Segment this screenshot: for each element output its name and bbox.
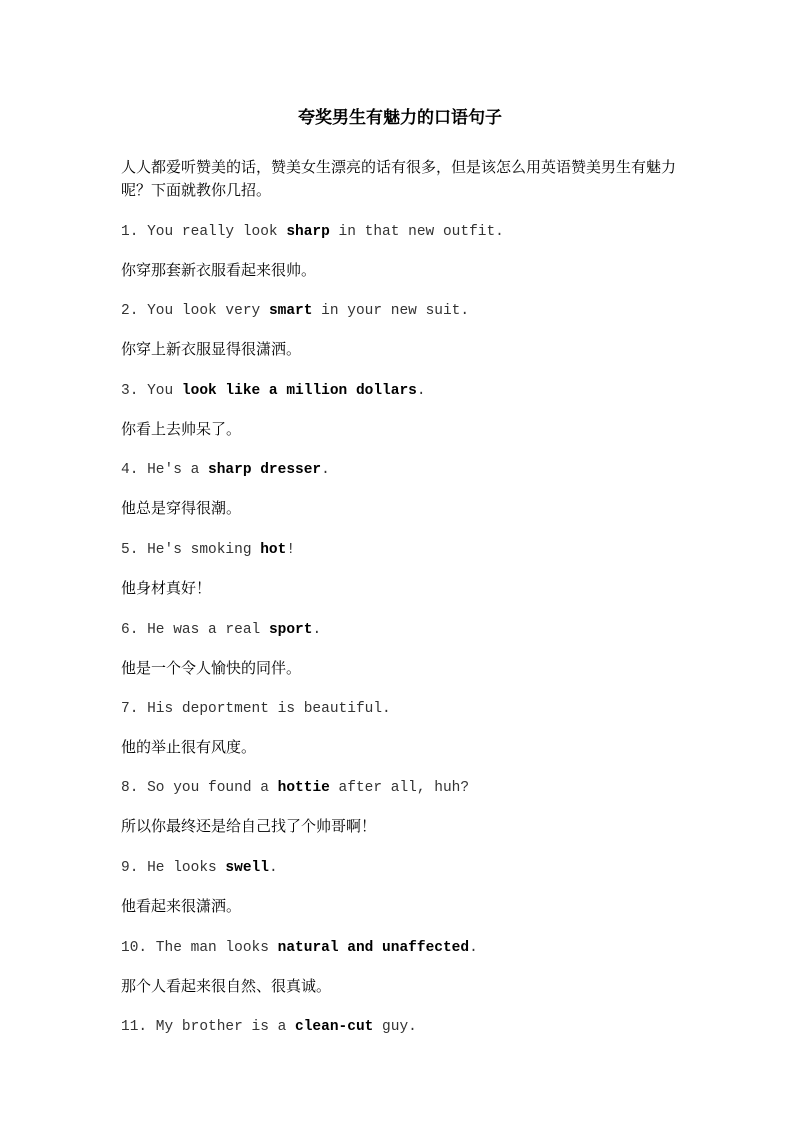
chinese-translation: 所以你最终还是给自己找了个帅哥啊！ — [121, 817, 377, 835]
keyword: hot — [260, 542, 287, 558]
english-sentence — [121, 539, 295, 561]
sentence-text: 3. You — [121, 383, 182, 399]
chinese-translation: 你看上去帅呆了。 — [121, 420, 242, 438]
intro-paragraph: 人人都爱听赞美的话，赞美女生漂亮的话有很多，但是该怎么用英语赞美男生有魅力呢？下面就教你几招。 — [121, 158, 677, 199]
english-sentence — [121, 1016, 417, 1038]
sentence-text: . — [416, 383, 426, 399]
sentence-text: 7. His deportment is beautiful. — [121, 701, 391, 717]
sentence-text: ! — [286, 542, 296, 558]
sentence-text: 5. He's smoking — [121, 542, 261, 558]
keyword: smart — [268, 303, 313, 319]
sentence-text: in your new suit. — [312, 303, 470, 319]
page-title: 夸奖男生有魅力的口语句子 — [298, 108, 502, 128]
keyword: clean-cut — [295, 1019, 374, 1035]
sentence-text: guy. — [373, 1019, 417, 1035]
english-sentence — [121, 777, 469, 799]
english-sentence — [121, 857, 278, 879]
english-sentence — [121, 937, 478, 959]
keyword: look like a million dollars — [181, 383, 417, 399]
keyword: swell — [225, 860, 269, 876]
keyword: hottie — [277, 780, 330, 796]
sentence-text: . — [312, 622, 322, 638]
english-sentence — [121, 698, 391, 720]
sentence-text: 8. So you found a — [121, 780, 278, 796]
sentence-text: 10. The man looks — [121, 940, 278, 956]
chinese-translation: 他的举止很有风度。 — [121, 738, 257, 756]
keyword: sport — [268, 622, 313, 638]
chinese-translation: 那个人看起来很自然、很真诚。 — [121, 977, 332, 995]
sentence-text: 4. He's a — [121, 462, 209, 478]
english-sentence — [121, 619, 321, 641]
sentence-text: . — [268, 860, 278, 876]
chinese-translation: 他身材真好！ — [121, 579, 212, 597]
sentence-text: . — [321, 462, 330, 478]
english-sentence — [121, 300, 469, 322]
chinese-translation: 你穿那套新衣服看起来很帅。 — [121, 261, 317, 279]
keyword: natural and unaffected — [277, 940, 470, 956]
sentence-text: after all, huh? — [329, 780, 470, 796]
sentence-text: in that new outfit. — [329, 224, 504, 240]
sentence-text: . — [469, 940, 478, 956]
chinese-translation: 他总是穿得很潮。 — [121, 499, 242, 517]
english-sentence — [121, 459, 330, 481]
keyword: sharp — [286, 224, 330, 240]
chinese-translation: 他是一个令人愉快的同伴。 — [121, 659, 302, 677]
keyword: sharp dresser — [208, 462, 322, 478]
sentence-text: 11. My brother is a — [121, 1019, 296, 1035]
chinese-translation: 他看起来很潇洒。 — [121, 897, 242, 915]
english-sentence — [121, 221, 504, 243]
sentence-text: 6. He was a real — [121, 622, 269, 638]
chinese-translation: 你穿上新衣服显得很潇洒。 — [121, 340, 302, 358]
sentence-text: 9. He looks — [121, 860, 226, 876]
sentence-text: 1. You really look — [121, 224, 287, 240]
english-sentence — [121, 380, 426, 402]
sentence-text: 2. You look very — [121, 303, 269, 319]
